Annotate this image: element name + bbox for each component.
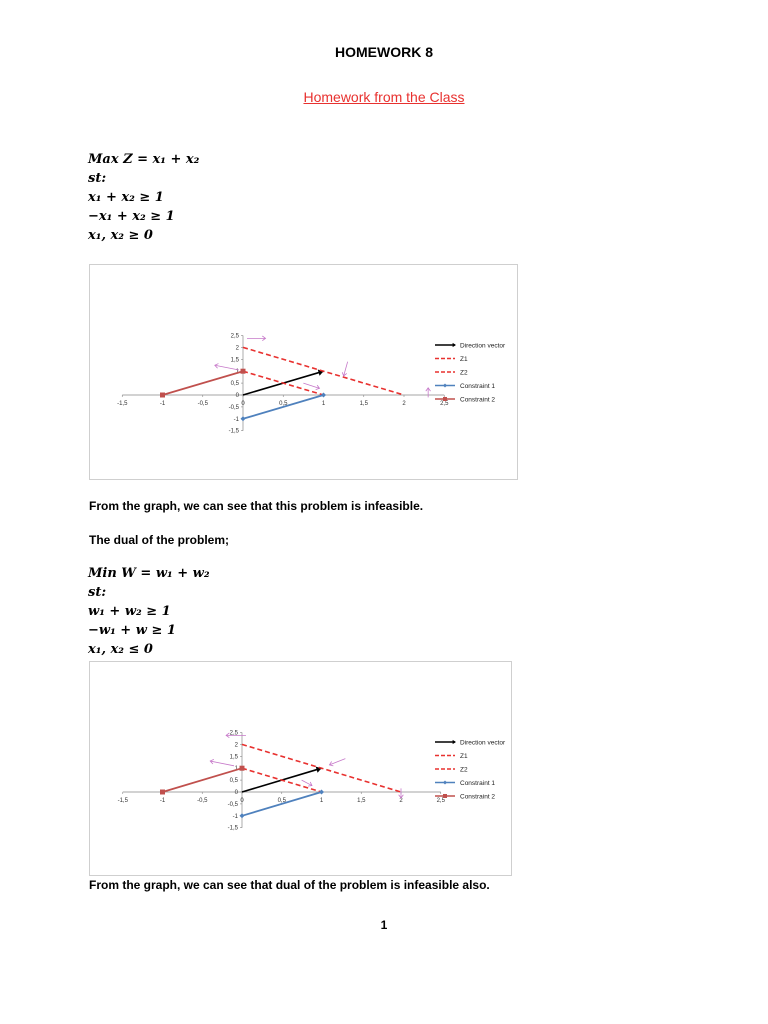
legend-swatch-arrowhead [453, 740, 456, 744]
constraint-2-marker [160, 393, 165, 398]
x-tick-label: 2,5 [440, 401, 449, 407]
legend-swatch-arrowhead [453, 343, 456, 347]
legend-label: Z1 [460, 752, 468, 760]
dual-constraint-1: w₁ + w₂ ≥ 1 [88, 604, 171, 619]
constraint-1-marker [240, 813, 245, 818]
page-title: HOMEWORK 8 [335, 44, 433, 60]
x-tick-label: -1 [159, 798, 166, 804]
x-tick-label: 1,5 [359, 401, 368, 407]
section-heading: Homework from the Class [303, 89, 465, 105]
x-tick-label: 0,5 [277, 798, 286, 804]
x-tick-label: 1,5 [357, 798, 366, 804]
x-tick-label: -0,5 [197, 401, 208, 407]
constraint-2-marker [160, 790, 165, 795]
primal-chart [89, 264, 518, 480]
constraint-1-marker [319, 790, 324, 795]
legend-label: Z1 [460, 355, 468, 363]
legend-label: Z2 [460, 766, 468, 774]
legend-label: Constraint 2 [460, 396, 496, 404]
y-tick-label: 1,5 [230, 357, 239, 364]
x-tick-label: 1 [321, 401, 326, 407]
y-tick-label: -1,5 [228, 428, 239, 435]
primal-objective: Max Z = x₁ + x₂ [88, 152, 200, 167]
primal-constraint-1: x₁ + x₂ ≥ 1 [88, 190, 164, 205]
y-tick-label: 2 [235, 345, 239, 352]
dual-objective: Min W = w₁ + w₂ [88, 566, 210, 581]
legend-label: Direction vector [460, 342, 506, 350]
y-tick-label: 0 [235, 393, 239, 399]
x-tick-label: -1 [159, 401, 166, 407]
dual-infeasible-statement: From the graph, we can see that dual of the problem is infeasible also. [89, 878, 490, 892]
legend-label: Constraint 2 [460, 793, 496, 801]
feasible-direction-arrow [215, 365, 239, 370]
legend-marker [443, 794, 447, 798]
y-tick-label: 0,5 [229, 778, 238, 785]
y-tick-label: 0 [234, 790, 238, 796]
x-tick-label: 1 [319, 798, 324, 804]
legend-label: Constraint 1 [460, 382, 496, 390]
legend-marker [443, 781, 447, 785]
feasible-direction-arrow [344, 362, 348, 376]
y-tick-label: -1 [233, 416, 239, 423]
constraint-1-marker [321, 393, 326, 398]
feasible-direction-arrow [303, 383, 319, 388]
dual-problem [88, 564, 210, 659]
dual-chart-svg [90, 662, 511, 875]
feasible-direction-arrow [210, 761, 234, 766]
primal-constraint-2: −x₁ + x₂ ≥ 1 [88, 209, 175, 224]
y-tick-label: 0,5 [230, 381, 239, 388]
legend-marker [443, 397, 447, 401]
x-tick-label: -0,5 [197, 798, 208, 804]
primal-problem [88, 150, 199, 245]
page-number: 1 [380, 918, 388, 932]
constraint-2-marker [241, 369, 246, 374]
y-tick-label: 2,5 [230, 333, 239, 340]
constraint-2-marker [240, 766, 245, 771]
x-tick-label: -1,5 [117, 401, 128, 407]
y-tick-label: -1,5 [227, 825, 238, 832]
y-tick-label: 2 [234, 742, 238, 749]
dual-sign-constraint: x₁, x₂ ≤ 0 [88, 642, 153, 657]
y-tick-label: -0,5 [228, 404, 239, 411]
y-tick-label: -1 [232, 813, 238, 820]
dual-chart [89, 661, 512, 876]
infeasible-statement: From the graph, we can see that this problem is infeasible. [89, 499, 424, 513]
legend-label: Z2 [460, 369, 468, 377]
constraint-1-line [243, 395, 324, 419]
y-tick-label: 2,5 [229, 730, 238, 737]
x-tick-label: -1,5 [117, 798, 128, 804]
primal-chart-svg [90, 265, 517, 479]
y-tick-label: -0,5 [227, 801, 238, 808]
dual-intro: The dual of the problem; [89, 533, 229, 547]
primal-nonnegativity: x₁, x₂ ≥ 0 [88, 228, 153, 243]
primal-st: st: [88, 171, 107, 186]
dual-constraint-2: −w₁ + w ≥ 1 [88, 623, 176, 638]
dual-st: st: [88, 585, 107, 600]
legend-label: Direction vector [460, 739, 506, 747]
legend-marker [443, 384, 447, 388]
x-tick-label: 0 [240, 798, 244, 804]
x-tick-label: 0,5 [279, 401, 288, 407]
x-tick-label: 2 [402, 401, 406, 407]
constraint-1-line [242, 792, 322, 816]
x-tick-label: 2 [399, 798, 403, 804]
x-tick-label: 0 [241, 401, 245, 407]
y-tick-label: 1,5 [229, 754, 238, 761]
x-tick-label: 2,5 [436, 798, 445, 804]
constraint-1-marker [241, 416, 246, 421]
legend-label: Constraint 1 [460, 779, 496, 787]
